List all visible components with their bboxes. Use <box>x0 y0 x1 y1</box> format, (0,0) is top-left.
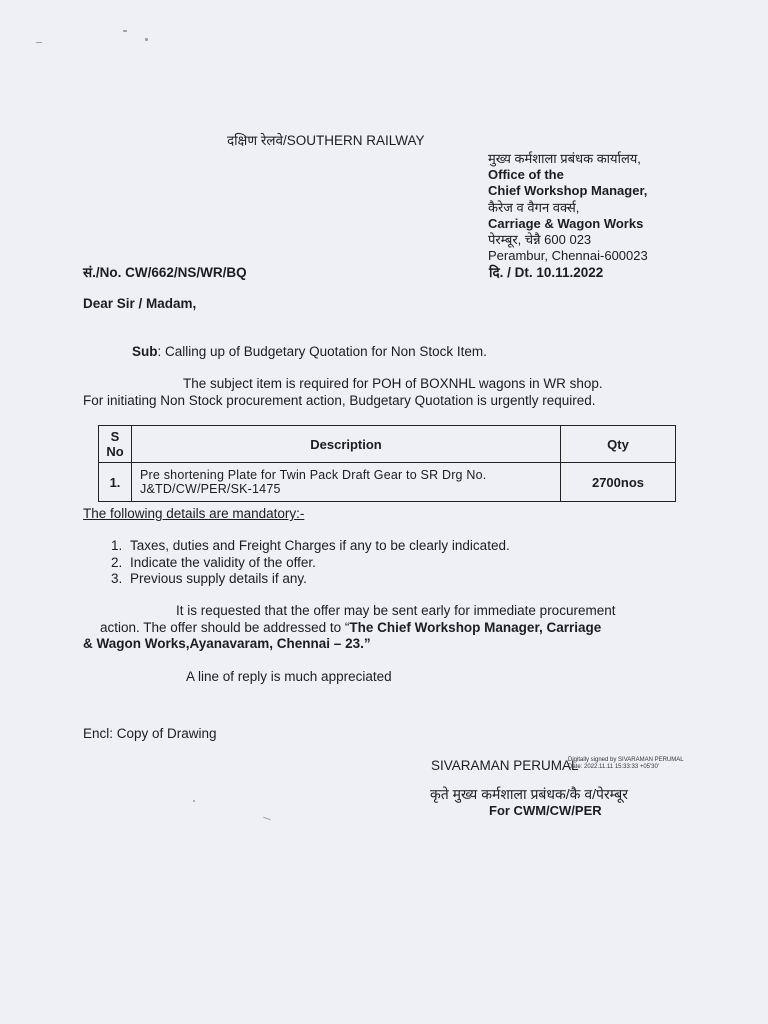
office-line: Perambur, Chennai-600023 <box>488 248 648 264</box>
office-line-hindi: मुख्य कर्मशाला प्रबंधक कार्यालय, <box>488 151 641 166</box>
scan-speck <box>36 42 42 43</box>
scan-speck <box>145 38 148 41</box>
subject-text: : Calling up of Budgetary Quotation for Non Stock Item. <box>157 344 487 359</box>
office-line-hindi: कैरेज व वैगन वर्क्स, <box>488 199 580 215</box>
scan-speck <box>123 30 127 32</box>
list-item: 3. Previous supply details if any. <box>126 571 510 588</box>
table-header-row <box>99 426 676 463</box>
table-row <box>99 463 676 502</box>
addressee-text: The Chief Workshop Manager, Carriage <box>349 619 602 635</box>
qty-cell: 2700nos <box>561 463 676 502</box>
office-line-hindi: पेरम्बूर, चेन्नै 600 023 <box>488 232 592 248</box>
addressee-line: & Wagon Works,Ayanavaram, Chennai – 23.” <box>83 636 371 651</box>
description-header: Description <box>132 426 561 463</box>
office-line: Chief Workshop Manager, <box>488 183 648 199</box>
digital-signature-line: Date: 2022.11.11 15:33:33 +05'30' <box>568 764 659 770</box>
description-line: J&TD/CW/PER/SK-1475 <box>140 482 281 496</box>
subject-line <box>132 344 487 359</box>
reference-date: दि. / Dt. 10.11.2022 <box>489 265 604 280</box>
for-designation: For CWM/CW/PER <box>489 803 602 818</box>
list-item: 2. Indicate the validity of the offer. <box>126 555 510 572</box>
request-line <box>83 620 615 637</box>
body-paragraph-line: The subject item is required for POH of BOXNHL wagons in WR shop. <box>183 376 603 391</box>
scan-speck <box>263 817 271 821</box>
mandatory-list <box>83 538 510 588</box>
request-line: It is requested that the offer may be sent early for immediate procurement <box>176 603 616 618</box>
mandatory-heading: The following details are mandatory:- <box>83 506 305 521</box>
subject-label: Sub <box>132 344 158 359</box>
list-item: 1. Taxes, duties and Freight Charges if any to be clearly indicated. <box>126 538 510 555</box>
digital-signature-line: Digitally signed by SIVARAMAN PERUMAL <box>568 757 684 763</box>
signer-name: SIVARAMAN PERUMAL <box>431 758 579 773</box>
salutation: Dear Sir / Madam, <box>83 296 197 311</box>
reference-number: सं./No. CW/662/NS/WR/BQ <box>83 265 247 280</box>
sno-header-line: No <box>106 444 124 459</box>
office-line: Office of the <box>488 167 564 183</box>
closing-line: A line of reply is much appreciated <box>186 669 392 684</box>
qty-header: Qty <box>561 426 676 463</box>
description-cell <box>132 463 561 502</box>
request-paragraph <box>83 603 615 653</box>
sno-header-line: S <box>110 429 120 444</box>
items-table <box>98 425 676 502</box>
enclosure-line: Encl: Copy of Drawing <box>83 726 217 741</box>
office-line: Carriage & Wagon Works <box>488 215 644 231</box>
body-paragraph-line: For initiating Non Stock procurement action, Budgetary Quotation is urgently required. <box>83 393 596 408</box>
description-line: Pre shortening Plate for Twin Pack Draft Gear to SR Drg No. <box>140 468 487 482</box>
railway-heading: दक्षिण रेलवे/SOUTHERN RAILWAY <box>227 133 425 148</box>
sno-cell: 1. <box>99 463 132 502</box>
request-text: action. The offer should be addressed to “ <box>100 619 350 635</box>
office-address <box>488 151 648 264</box>
digital-signature-info <box>568 757 684 771</box>
scan-speck <box>193 800 195 802</box>
for-designation-hindi: कृते मुख्य कर्मशाला प्रबंधक/कै व/पेरम्बूर <box>430 786 628 802</box>
sno-header <box>99 426 132 463</box>
